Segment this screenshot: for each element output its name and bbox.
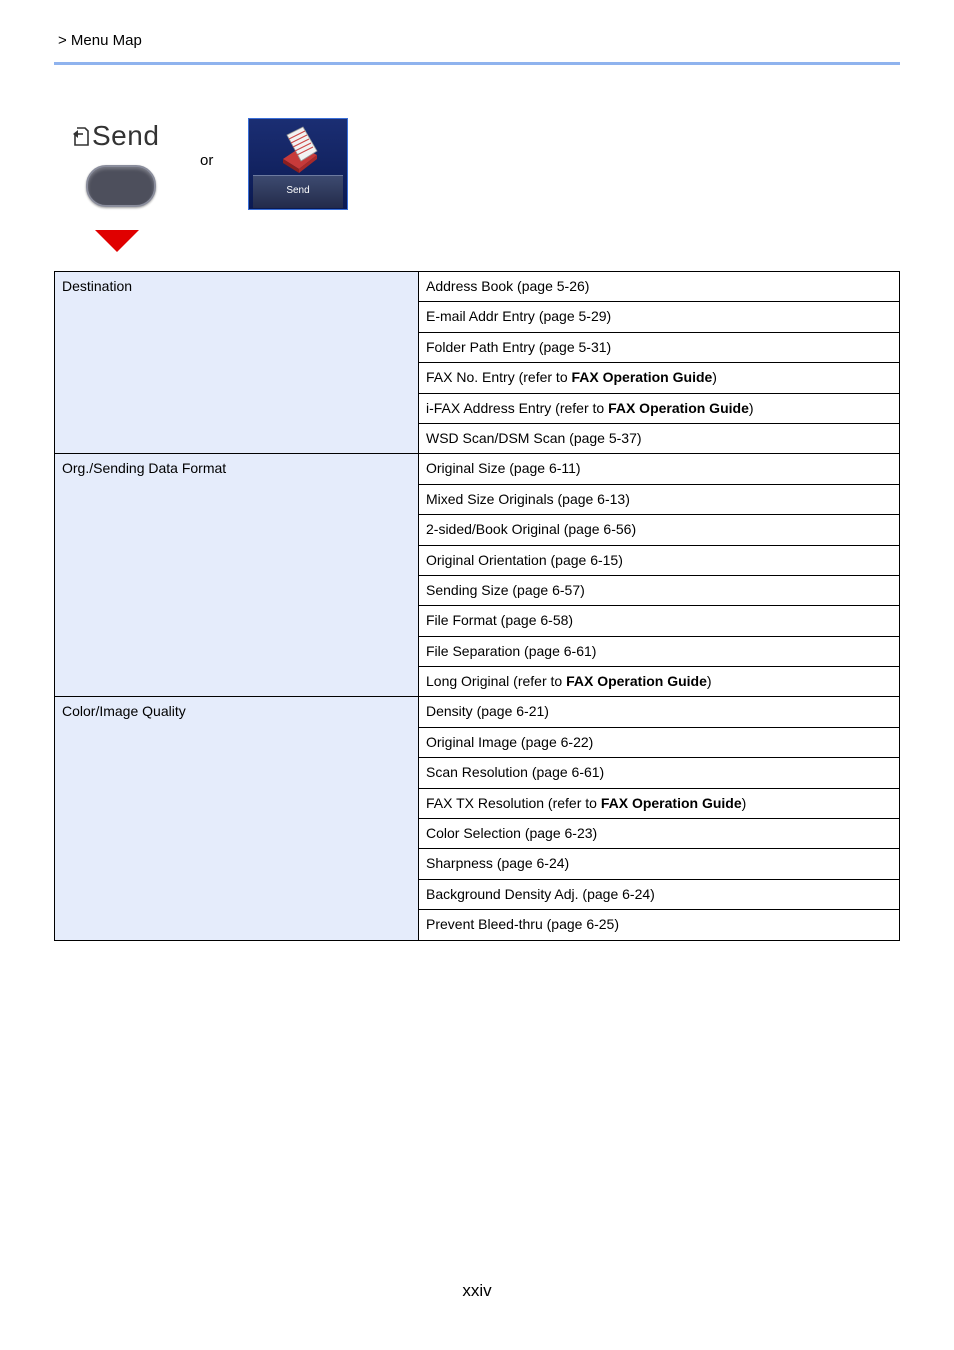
- menu-item[interactable]: [419, 879, 900, 909]
- menu-item[interactable]: [419, 515, 900, 545]
- menu-item-text: Background Density Adj. (page 6-24): [426, 885, 655, 902]
- menu-item[interactable]: [419, 910, 900, 940]
- menu-item-text: Folder Path Entry (page 5-31): [426, 338, 612, 355]
- menu-item-text: 2-sided/Book Original (page 6-56): [426, 521, 637, 538]
- send-touch-key-label: Send: [253, 175, 343, 208]
- send-document-icon: [72, 125, 90, 147]
- menu-item[interactable]: [419, 302, 900, 332]
- table-row: [55, 454, 900, 484]
- table-row: [55, 272, 900, 302]
- menu-category[interactable]: Color/Image Quality: [55, 697, 419, 940]
- breadcrumb[interactable]: > Menu Map: [58, 32, 142, 49]
- menu-item-text: Density (page 6-21): [426, 703, 549, 720]
- page-number: xxiv: [462, 1281, 492, 1300]
- guide-reference: FAX Operation Guide: [600, 794, 742, 811]
- send-key-label-group: [72, 120, 162, 152]
- menu-item-text: i-FAX Address Entry (refer to: [426, 399, 609, 416]
- menu-item-text: WSD Scan/DSM Scan (page 5-37): [426, 429, 642, 446]
- menu-item[interactable]: [419, 636, 900, 666]
- send-touch-key[interactable]: [248, 118, 348, 210]
- menu-item[interactable]: [419, 272, 900, 302]
- send-hardware-key: [72, 120, 162, 152]
- menu-item-text: Scan Resolution (page 6-61): [426, 764, 605, 781]
- menu-item[interactable]: [419, 454, 900, 484]
- menu-category[interactable]: Org./Sending Data Format: [55, 454, 419, 697]
- menu-item-text: Mixed Size Originals (page 6-13): [426, 490, 630, 507]
- menu-item-suffix: ): [741, 794, 747, 811]
- menu-item[interactable]: [419, 423, 900, 453]
- menu-item[interactable]: [419, 819, 900, 849]
- down-arrow-icon: [95, 230, 139, 252]
- menu-item[interactable]: [419, 332, 900, 362]
- guide-reference: FAX Operation Guide: [608, 399, 749, 416]
- menu-item-text: Original Size (page 6-11): [426, 460, 581, 477]
- menu-item[interactable]: [419, 484, 900, 514]
- menu-item[interactable]: [419, 667, 900, 697]
- send-key-label: Send: [92, 120, 160, 151]
- menu-item[interactable]: [419, 849, 900, 879]
- menu-item-text: FAX No. Entry (refer to: [426, 369, 572, 386]
- menu-item-suffix: ): [712, 369, 717, 386]
- send-button-hardware[interactable]: [86, 165, 156, 207]
- menu-item-text: Color Selection (page 6-23): [426, 825, 598, 842]
- guide-reference: FAX Operation Guide: [571, 369, 713, 386]
- menu-item-text: File Format (page 6-58): [426, 612, 574, 629]
- menu-item[interactable]: [419, 606, 900, 636]
- menu-item-text: E-mail Addr Entry (page 5-29): [426, 308, 612, 325]
- menu-item[interactable]: [419, 363, 900, 393]
- menu-item-text: Sharpness (page 6-24): [426, 855, 570, 872]
- menu-item-text: Sending Size (page 6-57): [426, 581, 585, 598]
- menu-map-table: [54, 271, 900, 941]
- menu-item-text: FAX TX Resolution (refer to: [426, 794, 601, 811]
- menu-item-text: Address Book (page 5-26): [426, 278, 590, 294]
- menu-item-text: Long Original (refer to: [426, 673, 567, 690]
- menu-item-text: File Separation (page 6-61): [426, 642, 597, 659]
- or-text: or: [200, 152, 214, 169]
- menu-item-suffix: ): [706, 673, 712, 690]
- menu-item[interactable]: [419, 727, 900, 757]
- menu-item-suffix: ): [748, 399, 754, 416]
- guide-reference: FAX Operation Guide: [566, 673, 707, 690]
- menu-item[interactable]: [419, 393, 900, 423]
- menu-item-text: Original Image (page 6-22): [426, 733, 594, 750]
- menu-item[interactable]: [419, 697, 900, 727]
- menu-item[interactable]: [419, 545, 900, 575]
- document-send-icon: [277, 125, 321, 175]
- menu-item-text: Original Orientation (page 6-15): [426, 551, 623, 568]
- menu-item[interactable]: [419, 758, 900, 788]
- menu-item-text: Prevent Bleed-thru (page 6-25): [426, 916, 619, 933]
- table-row: [55, 697, 900, 727]
- menu-item[interactable]: [419, 788, 900, 818]
- menu-item[interactable]: [419, 575, 900, 605]
- menu-category[interactable]: Destination: [55, 272, 419, 454]
- header-rule: [54, 62, 900, 65]
